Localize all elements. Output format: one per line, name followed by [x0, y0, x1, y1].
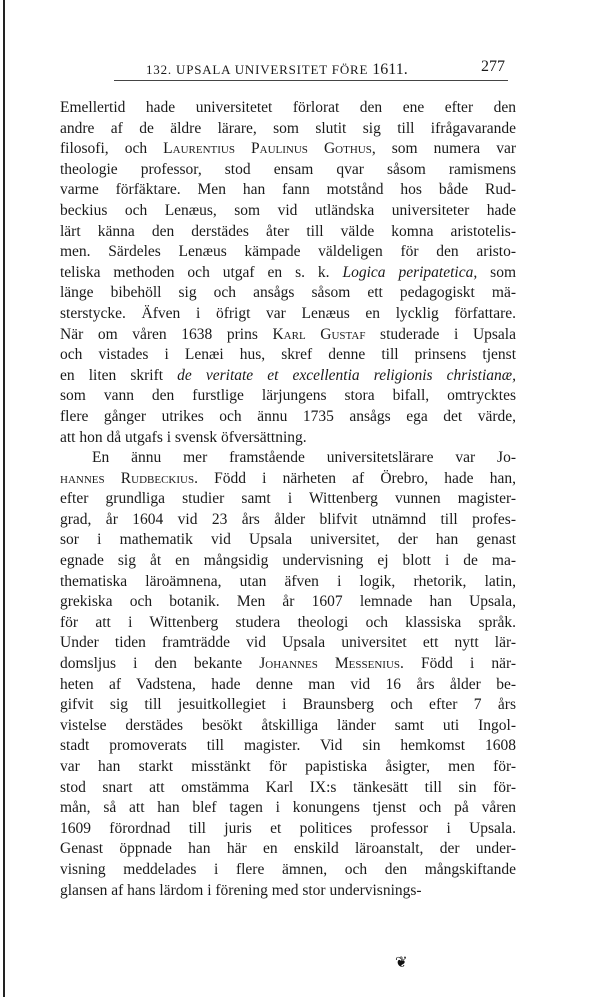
text-run: som vann den furstlige lärjungens stora bifall, omtrycktes [60, 387, 516, 405]
text-run: länge bibehöll sig och ansågs såsom ett pedagogiskt mä- [60, 284, 516, 302]
text-line [60, 366, 516, 387]
text-line [60, 386, 516, 407]
person-name: Johannes Messenius [259, 655, 401, 673]
text-run: , som numera var [371, 140, 517, 158]
text-run: efter grundliga studier samt i Wittenberg vunnen magister- [60, 490, 516, 508]
header-rule [114, 80, 508, 81]
text-run: att hon då utgafs i svensk öfversättning. [60, 428, 307, 446]
text-line [60, 489, 516, 510]
text-run: grekiska och botanik. Men år 1607 lemnade han Upsala, [60, 593, 516, 611]
text-line [60, 139, 516, 160]
text-line [60, 325, 516, 346]
text-line [60, 757, 516, 778]
running-title: 132. UPSALA UNIVERSITET FÖRE [146, 62, 369, 77]
text-run: theologie professor, stod ensam qvar såsom ramismens [60, 160, 516, 178]
body-text [60, 98, 516, 901]
text-run: egnade sig åt en mångsidig undervisning ej blott i de ma- [60, 552, 516, 570]
scan-border [3, 0, 5, 997]
text-run: flere gånger utrikes och ännu 1735 ansågs ega det värde, [60, 407, 516, 425]
text-run: lärt känna den derstädes åter till välde komna aristotelis- [60, 222, 516, 240]
text-line [60, 798, 516, 819]
text-run: en liten skrift [60, 366, 178, 384]
text-line [60, 819, 516, 840]
text-run: grad, år 1604 vid 23 års ålder blifvit utnämnd till profes- [60, 510, 516, 528]
text-line [60, 839, 516, 860]
text-run: När om våren 1638 prins [60, 325, 273, 343]
text-run: thematiska läroämnena, utan äfven i logik, rhetorik, latin, [60, 572, 516, 590]
text-line [60, 551, 516, 572]
text-line [60, 592, 516, 613]
text-run: sterstycke. Äfven i öfrigt var Lenæus en lycklig författare. [60, 304, 516, 322]
text-run: domsljus i den bekante [60, 655, 260, 673]
person-name: Laurentius Paulinus Gothus [163, 140, 372, 158]
text-line [60, 222, 516, 243]
text-run: teliska methoden och utgaf en s. k. [60, 263, 343, 281]
text-run: visning meddelades i flere ämnen, och den mångskiftande [60, 860, 516, 878]
text-line [60, 201, 516, 222]
page-number: 277 [481, 58, 505, 75]
text-run: för att i Wittenberg studera theologi och klassiska språk. [60, 613, 516, 631]
text-line [60, 510, 516, 531]
text-run: heten af Vadstena, hade denne man vid 16 års ålder be- [60, 675, 516, 693]
text-run: stadt promoverats till magister. Vid sin hemkomst 1608 [60, 737, 516, 755]
text-run: som [477, 263, 516, 281]
book-title: de veritate et excellentia religionis christianæ, [177, 366, 516, 384]
text-line [60, 613, 516, 634]
text-run: . Född i när- [400, 655, 516, 673]
text-line [60, 283, 516, 304]
text-line [60, 736, 516, 757]
running-title-year: 1611. [372, 61, 408, 78]
text-line [60, 530, 516, 551]
text-run: Genast öppnade han här en enskild läroanstalt, der under- [60, 840, 516, 858]
text-run: . Född i närheten af Örebro, hade han, [194, 469, 516, 487]
book-title: Logica peripatetica, [342, 263, 478, 281]
text-line [60, 695, 516, 716]
text-run: filosofi, och [60, 140, 164, 158]
person-name: hannes Rudbeckius [60, 469, 195, 487]
text-run: Under tiden framträdde vid Upsala universitet ett nytt lär- [60, 634, 516, 652]
text-line [60, 263, 516, 284]
text-line [60, 633, 516, 654]
text-run: var han starkt misstänkt för papistiska åsigter, men för- [60, 758, 516, 775]
text-run: men. Särdeles Lenæus kämpade väldeligen för den aristo- [60, 243, 516, 261]
text-line [60, 304, 516, 325]
text-run: 1609 förordnad till juris et politices professor i Upsala. [60, 819, 516, 837]
text-run: och vistades i Lenæi hus, skref denne till prinsens tjenst [60, 346, 516, 364]
running-header [146, 61, 408, 79]
text-line [60, 407, 516, 428]
text-run: mån, så att han blef tagen i konungens tjenst och på våren [60, 799, 516, 817]
text-run: Emellertid hade universitetet förlorat den ene efter den [60, 99, 516, 116]
text-line [60, 345, 516, 366]
printers-ornament: ❦ [395, 955, 408, 971]
text-line [60, 160, 516, 181]
text-line [60, 716, 516, 737]
person-name: Karl Gustaf [272, 325, 366, 343]
text-run: varme förfäktare. Men han fann motstånd hos både Rud- [60, 181, 516, 199]
text-line [60, 654, 516, 675]
text-run: sor i mathematik vid Upsala universitet, der han genast [60, 531, 516, 549]
text-line [60, 881, 516, 902]
text-run: glansen af hans lärdom i förening med stor undervisnings- [60, 881, 422, 899]
text-run: gifvit sig till jesuitkollegiet i Braunsberg och efter 7 års [60, 696, 516, 714]
text-line [60, 860, 516, 881]
text-line [60, 572, 516, 593]
text-line [60, 469, 516, 490]
text-run: stod snart att omstämma Karl IX:s tänkesätt till sin för- [60, 778, 516, 796]
text-line [60, 98, 516, 119]
text-run: andre af de äldre lärare, som slutit sig till ifrågavarande [60, 119, 516, 137]
text-run: studerade i Upsala [365, 325, 516, 343]
text-line [60, 778, 516, 799]
text-line [60, 242, 516, 263]
text-line [60, 428, 516, 449]
text-line [60, 675, 516, 696]
text-run: beckius och Lenæus, som vid utländska universiteter hade [60, 201, 516, 219]
text-run: En ännu mer framstående universitetslärare var Jo- [92, 449, 516, 467]
text-line [60, 119, 516, 140]
text-line [60, 180, 516, 201]
text-line [60, 448, 516, 469]
text-run: vistelse derstädes besökt åtskilliga länder samt uti Ingol- [60, 716, 516, 734]
